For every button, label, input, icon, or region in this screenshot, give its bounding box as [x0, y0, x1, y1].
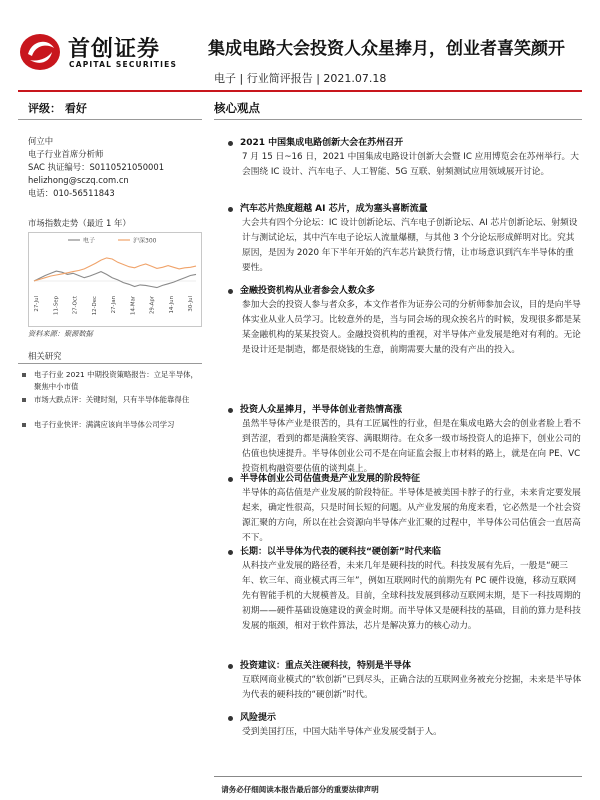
x-tick-label: 11-Sep: [53, 296, 60, 315]
section-body: 从科技产业发展的路径看，未来几年是硬科技的时代。科技发展有先后，一般是“硬三年、软三年、商业模式再三年”，例如互联网时代的前期先有 PC 硬件设施，移动互联网先有智能手机的大规模普及。目前，全球科技发展到移动互联网末期，是下一科技周期的初期——硬件基础设施建设的黄金时期。而半导体又是硬科技的基础，目前的算力是科技发展的瓶颈，相对于软件算法，芯片是解决算力的核心动力。: [242, 561, 581, 631]
section-body: 半导体的高估值是产业发展的阶段特征。半导体是被美国卡脖子的行业，未来肯定要发展起来，确定性很高，只是时间长短的问题。从产业发展的角度来看，它必然是一个社会资源汇聚的方向，所以在社会资源向半导体产业汇聚的过程中，半导体公司估值会一直居高不下。: [242, 488, 581, 543]
legend-label-0: 电子: [83, 237, 96, 245]
x-tick-label: 14-Jun: [168, 296, 175, 314]
x-tick-label: 30-Jul: [188, 296, 194, 312]
bullet-icon: [228, 716, 233, 721]
analyst-phone: 电话：010-56511843: [28, 188, 115, 198]
related-divider: [18, 363, 202, 364]
company-logo: [18, 30, 198, 80]
brand-name-en: CAPITAL SECURITIES: [69, 60, 178, 69]
chart-title: 市场指数走势（最近 1 年）: [28, 218, 131, 228]
header-divider: [18, 90, 582, 92]
bullet-icon: [228, 408, 233, 413]
section-heading: 汽车芯片热度超越 AI 芯片，成为塞头喜断流量: [216, 203, 582, 216]
section-heading: 半导体创业公司估值贵是产业发展的阶段特征: [216, 473, 582, 486]
section-body: 参加大会的投资人参与者众多，本文作者作为证券公司的分析师参加会议，目的是向半导体实业从业人员学习。比较意外的是，当与同会场的现众挨名片的时候，发现很多都是某某金融机构的某某投资人。金融投资机构的重视，对半导体产业发展是绝对有利的。无论是设计还是制造，都是很烧钱的生意，前期需要大量的没有产出的投入。: [242, 300, 581, 355]
analyst-role: 电子行业首席分析师: [28, 149, 104, 159]
logo-mark-icon: [18, 32, 62, 72]
related-item-text: 电子行业快评：满满应该向半导体公司学习: [34, 420, 175, 429]
core-view-section: [216, 712, 582, 740]
analyst-name: 何立中: [28, 136, 54, 146]
related-item[interactable]: [22, 394, 202, 406]
core-view-section: [216, 285, 582, 358]
x-tick-label: 14-Mar: [130, 296, 137, 315]
core-view-section: [216, 404, 582, 477]
chart-source: 资料来源：聚源数据: [28, 329, 93, 338]
report-title: 集成电路大会投资人众星捧月，创业者喜笑颜开: [208, 39, 565, 59]
section-body: 大会共有四个分论坛：IC 设计创新论坛、汽车电子创新论坛、AI 芯片创新论坛、射频设计与测试论坛，其中汽车电子论坛人流量爆棚，与其他 3 个分论坛形成鲜明对比。究其原因，是因为 2020 年下半年开始的汽车芯片缺货行情，让市场意识到汽车半导体的重要性。: [242, 218, 578, 273]
brand-name-cn: 首创证券: [68, 37, 161, 62]
section-body: 互联网商业模式的“软创新”已到尽头，正确合法的互联网业务被充分挖掘，未来是半导体为代表的硬科技的“硬创新”时代。: [242, 675, 582, 700]
section-heading: 风险提示: [216, 712, 582, 725]
x-tick-label: 29-Apr: [149, 296, 156, 315]
core-view-section: [216, 473, 582, 546]
related-research-title: 相关研究: [28, 351, 62, 361]
core-view-section: [216, 660, 582, 703]
bullet-icon: [22, 423, 26, 427]
related-item-text: 市场大跌点评：关键时刻，只有半导体能靠得住: [34, 395, 190, 404]
section-heading: 投资建议：重点关注硬科技，特别是半导体: [216, 660, 582, 673]
core-view-section: [216, 546, 582, 634]
section-body: 虽然半导体产业是很苦的，具有工匠属性的行业，但是在集成电路大会的创业者脸上看不到苦涩，看到的都是满脸笑容、满眼期待。在众多一级市场投资人的追捧下，创业公司的估值也快速提升。半导体创业公司不是在向证监会报上市材料的路上，就是在向 PE、VC 投资机构融资要估值的谈判桌上。: [242, 419, 581, 474]
section-heading: 2021 中国集成电路创新大会在苏州召开: [216, 137, 582, 150]
bullet-icon: [228, 207, 233, 212]
x-tick-label: 27-Oct: [72, 296, 79, 315]
core-view-section: [216, 137, 582, 180]
analyst-email[interactable]: helizhong@sczq.com.cn: [28, 175, 129, 185]
section-body: 7 月 15 日~16 日，2021 中国集成电路设计创新大会暨 IC 应用博览会在苏州举行。大会围绕 IC 设计、汽车电子、人工智能、5G 互联、射频测试应用领域展开讨论。: [242, 152, 579, 177]
related-item-text: 电子行业 2021 中期投资策略报告：立足半导体，聚焦中小市值: [34, 370, 198, 391]
market-index-chart: [28, 232, 202, 327]
analyst-sac: SAC 执证编号：S0110521050001: [28, 162, 165, 172]
bullet-icon: [228, 664, 233, 669]
x-tick-label: 27-Jan: [111, 296, 117, 314]
core-view-section: [216, 203, 582, 276]
section-body: 受到美国打压，中国大陆半导体产业发展受制于人。: [242, 727, 442, 737]
bullet-icon: [228, 550, 233, 555]
bullet-icon: [22, 373, 26, 377]
legend-label-1: 沪深300: [133, 237, 157, 245]
section-heading: 金融投资机构从业者参会人数众多: [216, 285, 582, 298]
legal-disclaimer: 请务必仔细阅读本报告最后部分的重要法律声明: [221, 785, 379, 794]
section-heading: 投资人众星捧月，半导体创业者热情高涨: [216, 404, 582, 417]
rating-divider: [18, 119, 202, 120]
section-heading: 长期：以半导体为代表的硬科技“硬创新”时代来临: [216, 546, 582, 559]
core-views-heading: 核心观点: [214, 101, 260, 115]
bullet-icon: [22, 398, 26, 402]
report-meta: 电子 | 行业简评报告 | 2021.07.18: [214, 72, 387, 85]
x-tick-label: 12-Dec: [91, 296, 98, 316]
x-tick-label: 27-Jul: [34, 296, 40, 312]
bullet-icon: [228, 141, 233, 146]
core-views-divider: [214, 119, 582, 120]
related-item[interactable]: [22, 369, 202, 392]
footer-divider: [214, 776, 582, 777]
bullet-icon: [228, 289, 233, 294]
rating-label: 评级： 看好: [28, 102, 87, 115]
bullet-icon: [228, 477, 233, 482]
related-item[interactable]: [22, 419, 202, 431]
